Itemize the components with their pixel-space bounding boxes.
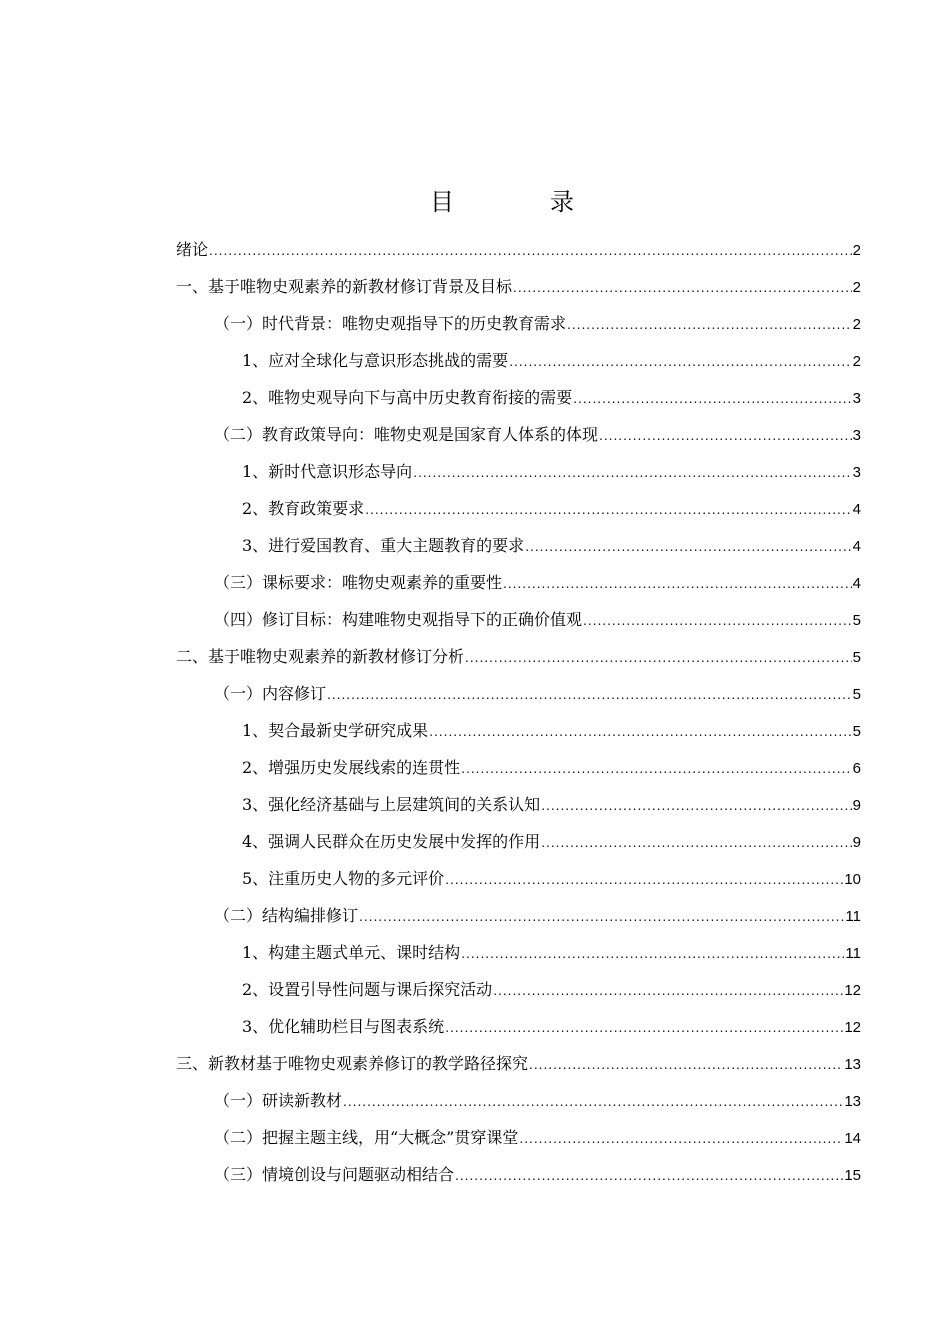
toc-entry[interactable] bbox=[176, 271, 861, 308]
toc-entry[interactable] bbox=[176, 1122, 861, 1159]
toc-dot-leader bbox=[583, 605, 852, 637]
toc-dot-leader bbox=[413, 457, 851, 489]
toc-entry[interactable] bbox=[176, 900, 861, 937]
toc-page-number: 13 bbox=[844, 1093, 861, 1110]
toc-page-number: 6 bbox=[852, 760, 861, 777]
toc-dot-leader bbox=[503, 568, 852, 600]
toc-entry[interactable] bbox=[176, 974, 861, 1011]
toc-dot-leader bbox=[465, 642, 852, 674]
toc-title: 目 录 bbox=[430, 188, 610, 216]
toc-entry[interactable] bbox=[176, 752, 861, 789]
toc-page-number: 13 bbox=[844, 1056, 861, 1073]
toc-entry[interactable] bbox=[176, 382, 861, 419]
toc-page-number: 4 bbox=[852, 575, 861, 592]
toc-page-number: 9 bbox=[852, 834, 861, 851]
toc-page-number: 4 bbox=[852, 501, 861, 518]
toc-dot-leader bbox=[461, 938, 844, 970]
toc-dot-leader bbox=[529, 1049, 843, 1081]
toc-page-number: 2 bbox=[852, 279, 861, 296]
toc-page-number: 15 bbox=[844, 1167, 861, 1184]
toc-entry[interactable] bbox=[176, 863, 861, 900]
toc-entry[interactable] bbox=[176, 493, 861, 530]
toc-dot-leader bbox=[541, 827, 851, 859]
toc-dot-leader bbox=[327, 679, 852, 711]
toc-page-number: 11 bbox=[845, 945, 861, 962]
toc-entry-text: （三）课标要求：唯物史观素养的重要性 bbox=[214, 573, 503, 592]
toc-entry-text: （一）研读新教材 bbox=[214, 1091, 343, 1110]
toc-page-number: 3 bbox=[852, 427, 861, 444]
toc-dot-leader bbox=[513, 272, 852, 304]
toc-dot-leader bbox=[445, 1012, 843, 1044]
toc-entry-text: 3、进行爱国教育、重大主题教育的要求 bbox=[242, 536, 525, 555]
toc-entry-text: 三、新教材基于唯物史观素养修订的教学路径探究 bbox=[176, 1054, 529, 1073]
toc-dot-leader bbox=[365, 494, 851, 526]
toc-entry[interactable] bbox=[176, 826, 861, 863]
toc-entry-text: （三）情境创设与问题驱动相结合 bbox=[214, 1165, 455, 1184]
toc-entry[interactable] bbox=[176, 419, 861, 456]
toc-entry-text: （一）内容修订 bbox=[214, 684, 327, 703]
toc-dot-leader bbox=[343, 1086, 843, 1118]
toc-page-number: 3 bbox=[852, 464, 861, 481]
toc-entry[interactable] bbox=[176, 308, 861, 345]
toc-entry[interactable] bbox=[176, 1048, 861, 1085]
toc-entry[interactable] bbox=[176, 1085, 861, 1122]
toc-dot-leader bbox=[567, 309, 852, 341]
toc-entry[interactable] bbox=[176, 1159, 861, 1196]
toc-page-number: 4 bbox=[852, 538, 861, 555]
toc-entry-text: 5、注重历史人物的多元评价 bbox=[242, 869, 445, 888]
toc-entry-text: （一）时代背景：唯物史观指导下的历史教育需求 bbox=[214, 314, 567, 333]
toc-entry[interactable] bbox=[176, 604, 861, 641]
toc-entry[interactable] bbox=[176, 641, 861, 678]
toc-entry-text: 1、契合最新史学研究成果 bbox=[242, 721, 429, 740]
toc-entry[interactable] bbox=[176, 789, 861, 826]
toc-page-number: 5 bbox=[852, 723, 861, 740]
toc-page-number: 2 bbox=[852, 353, 861, 370]
toc-entry-text: 二、基于唯物史观素养的新教材修订分析 bbox=[176, 647, 465, 666]
toc-dot-leader bbox=[509, 346, 851, 378]
toc-page-number: 3 bbox=[852, 390, 861, 407]
toc-dot-leader bbox=[525, 531, 851, 563]
toc-entry-text: 2、设置引导性问题与课后探究活动 bbox=[242, 980, 493, 999]
toc-dot-leader bbox=[461, 753, 851, 785]
toc-entry[interactable] bbox=[176, 234, 861, 271]
toc-page-number: 12 bbox=[844, 982, 861, 999]
toc-entry-text: 3、优化辅助栏目与图表系统 bbox=[242, 1017, 445, 1036]
toc-entry-text: （二）把握主题主线，用“大概念”贯穿课堂 bbox=[214, 1128, 519, 1147]
toc-entry-text: 2、教育政策要求 bbox=[242, 499, 365, 518]
toc-entry[interactable] bbox=[176, 345, 861, 382]
toc-entry[interactable] bbox=[176, 567, 861, 604]
toc-page-number: 11 bbox=[845, 908, 861, 925]
toc-entry[interactable] bbox=[176, 937, 861, 974]
toc-entry[interactable] bbox=[176, 1011, 861, 1048]
toc-dot-leader bbox=[455, 1160, 843, 1192]
toc-dot-leader bbox=[209, 235, 852, 267]
toc-page-number: 12 bbox=[844, 1019, 861, 1036]
toc-entry-text: （二）教育政策导向：唯物史观是国家育人体系的体现 bbox=[214, 425, 599, 444]
toc-entry-text: 一、基于唯物史观素养的新教材修订背景及目标 bbox=[176, 277, 513, 296]
toc-dot-leader bbox=[445, 864, 843, 896]
toc-dot-leader bbox=[519, 1123, 843, 1155]
toc-dot-leader bbox=[493, 975, 843, 1007]
toc-page-number: 5 bbox=[852, 649, 861, 666]
toc-page-number: 10 bbox=[844, 871, 861, 888]
toc-entry-text: 4、强调人民群众在历史发展中发挥的作用 bbox=[242, 832, 541, 851]
toc-page-number: 2 bbox=[852, 242, 861, 259]
toc-entry[interactable] bbox=[176, 715, 861, 752]
toc-dot-leader bbox=[599, 420, 852, 452]
toc-list bbox=[176, 234, 861, 1196]
toc-entry[interactable] bbox=[176, 456, 861, 493]
toc-entry-text: （二）结构编排修订 bbox=[214, 906, 359, 925]
toc-entry-text: 1、构建主题式单元、课时结构 bbox=[242, 943, 461, 962]
toc-entry[interactable] bbox=[176, 530, 861, 567]
toc-entry-text: 1、应对全球化与意识形态挑战的需要 bbox=[242, 351, 509, 370]
toc-page-number: 5 bbox=[852, 612, 861, 629]
toc-entry[interactable] bbox=[176, 678, 861, 715]
toc-page-number: 2 bbox=[852, 316, 861, 333]
toc-page-number: 14 bbox=[844, 1130, 861, 1147]
toc-dot-leader bbox=[573, 383, 851, 415]
toc-dot-leader bbox=[541, 790, 851, 822]
toc-page-number: 5 bbox=[852, 686, 861, 703]
toc-page-number: 9 bbox=[852, 797, 861, 814]
toc-entry-text: 2、增强历史发展线索的连贯性 bbox=[242, 758, 461, 777]
toc-entry-text: 1、新时代意识形态导向 bbox=[242, 462, 413, 481]
toc-entry-text: 2、唯物史观导向下与高中历史教育衔接的需要 bbox=[242, 388, 573, 407]
toc-entry-text: 3、强化经济基础与上层建筑间的关系认知 bbox=[242, 795, 541, 814]
toc-dot-leader bbox=[429, 716, 851, 748]
toc-entry-text: 绪论 bbox=[176, 240, 209, 259]
toc-dot-leader bbox=[359, 901, 844, 933]
toc-entry-text: （四）修订目标：构建唯物史观指导下的正确价值观 bbox=[214, 610, 583, 629]
